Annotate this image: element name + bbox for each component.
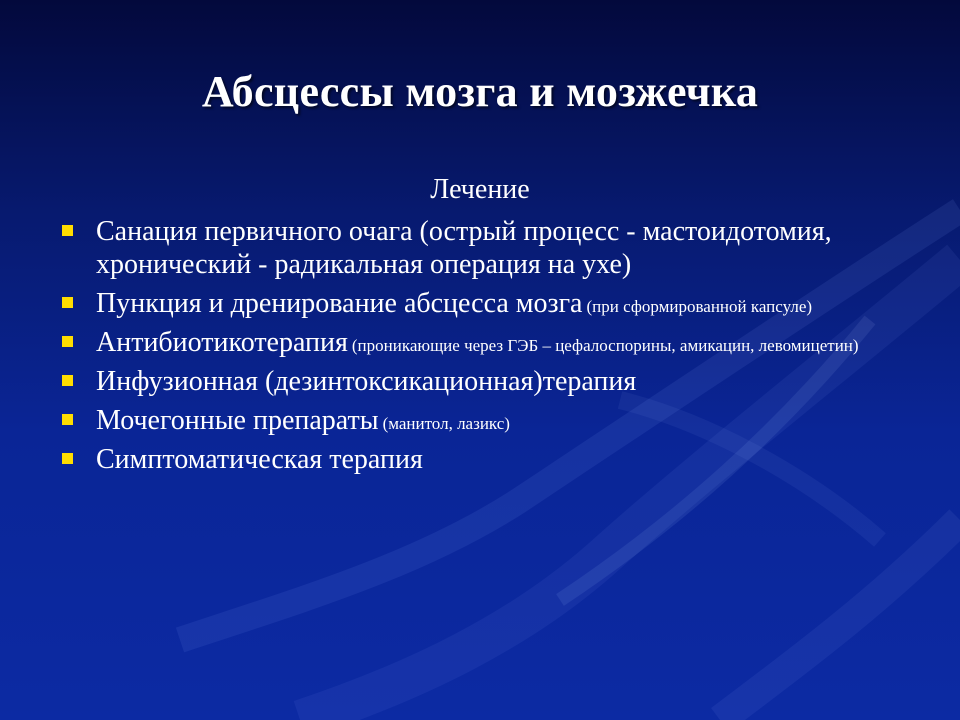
treatment-list bbox=[62, 215, 922, 482]
item-note: (манитол, лазикс) bbox=[382, 414, 510, 433]
square-bullet-icon bbox=[62, 297, 73, 308]
square-bullet-icon bbox=[62, 336, 73, 347]
list-item bbox=[62, 443, 922, 476]
list-item bbox=[62, 215, 922, 281]
square-bullet-icon bbox=[62, 225, 73, 236]
item-note: (при сформированной капсуле) bbox=[586, 297, 813, 316]
square-bullet-icon bbox=[62, 453, 73, 464]
item-text: Мочегонные препараты bbox=[96, 405, 379, 436]
item-text: Симптоматическая терапия bbox=[96, 444, 423, 475]
item-text: Пункция и дренирование абсцесса мозга bbox=[96, 288, 583, 319]
list-item bbox=[62, 365, 922, 398]
list-item bbox=[62, 326, 922, 359]
square-bullet-icon bbox=[62, 375, 73, 386]
item-text: Антибиотикотерапия bbox=[96, 327, 348, 358]
slide-subtitle: Лечение bbox=[430, 174, 530, 205]
list-item bbox=[62, 404, 922, 437]
slide-title: Абсцессы мозга и мозжечка bbox=[201, 67, 759, 116]
square-bullet-icon bbox=[62, 414, 73, 425]
item-note: (проникающие через ГЭБ – цефалоспорины, амикацин, левомицетин) bbox=[351, 336, 859, 355]
list-item bbox=[62, 287, 922, 320]
item-text: Санация первичного очага (острый процесс - мастоидотомия, хронический - радикальная операция на ухе) bbox=[96, 216, 832, 280]
item-text: Инфузионная (дезинтоксикационная)терапия bbox=[96, 366, 637, 397]
